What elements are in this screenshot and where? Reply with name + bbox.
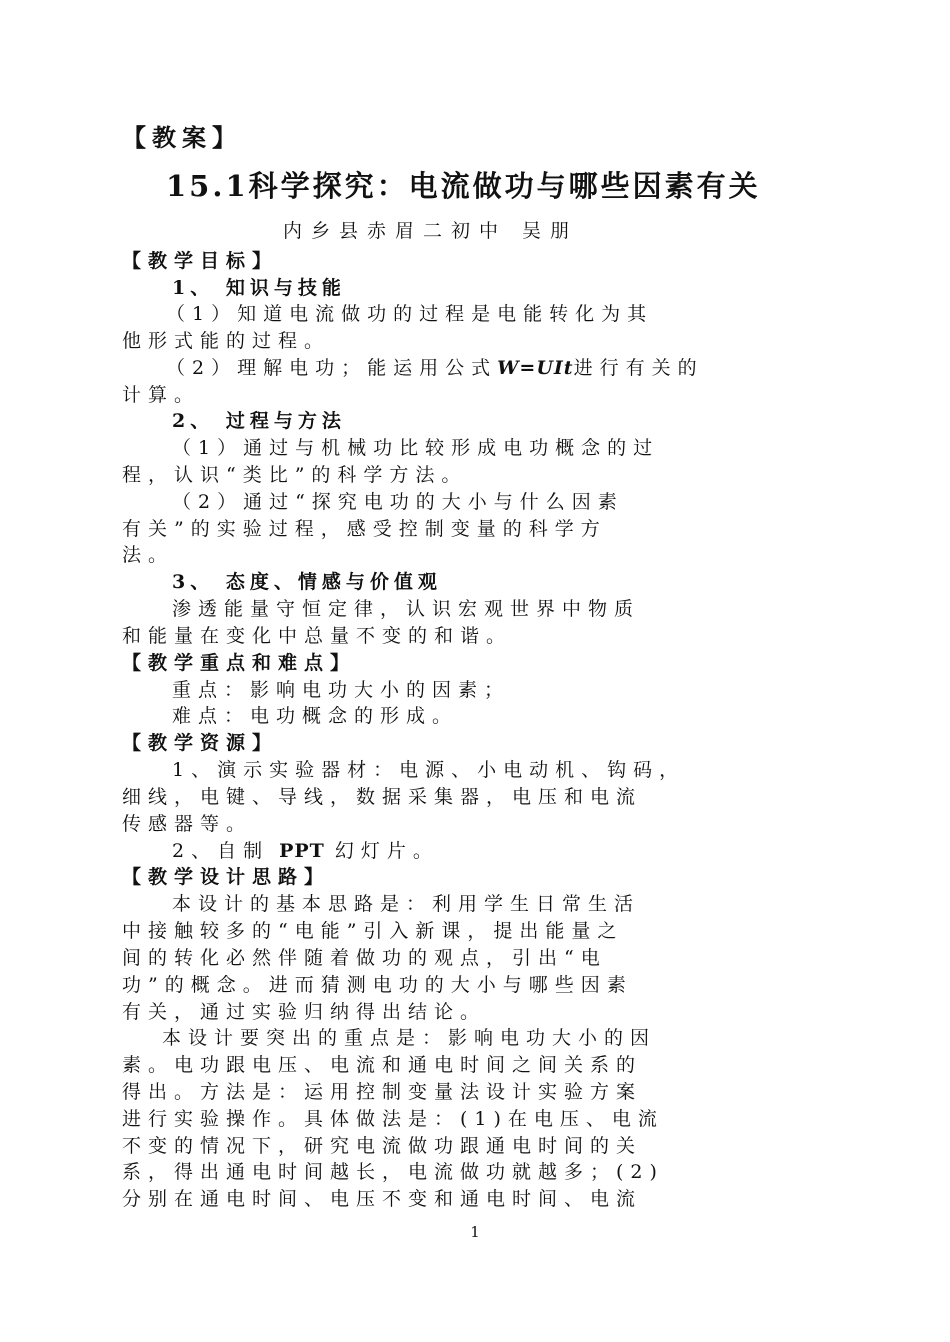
key-point: 重点：影响电功大小的因素； xyxy=(172,679,511,701)
formula: W=UIt xyxy=(497,357,574,379)
design-p2-line2: 素。电功跟电压、电流和通电时间之间关系的 xyxy=(122,1054,643,1076)
design-p1-line3: 间的转化必然伴随着做功的观点，引出“电 xyxy=(122,947,607,969)
res2-pre: 2、自制 xyxy=(172,840,270,862)
goal1-heading: 1、 知识与技能 xyxy=(172,277,346,299)
goal2-item1-line1: （1）通过与机械功比较形成电功概念的过 xyxy=(172,437,660,459)
design-heading: 【教学设计思路】 xyxy=(122,866,331,888)
goal1-item2-pre: （2）理解电功；能运用公式 xyxy=(166,357,498,379)
design-p1-line4: 功”的概念。进而猜测电功的大小与哪些因素 xyxy=(122,974,633,996)
goal3-heading: 3、 态度、情感与价值观 xyxy=(172,571,442,593)
res2-post: 幻灯片。 xyxy=(334,840,439,862)
difficult-point: 难点：电功概念的形成。 xyxy=(172,705,459,727)
goal2-item2-line3: 法。 xyxy=(122,544,175,566)
goal1-item2-post: 进行有关的 xyxy=(573,357,704,379)
goals-heading: 【教学目标】 xyxy=(122,250,279,272)
res2-line xyxy=(172,838,439,864)
document-label: 【教案】 xyxy=(122,123,242,152)
goal2-item2-line1: （2）通过“探究电功的大小与什么因素 xyxy=(172,491,624,513)
key-heading: 【教学重点和难点】 xyxy=(122,652,357,674)
design-p2-line3: 得出。方法是：运用控制变量法设计实验方案 xyxy=(122,1081,643,1103)
design-p2-line7: 分别在通电时间、电压不变和通电时间、电流 xyxy=(122,1188,643,1210)
res1-line1: 1、演示实验器材：电源、小电动机、钩码， xyxy=(172,759,686,781)
resources-heading: 【教学资源】 xyxy=(122,732,279,754)
author-line: 内乡县赤眉二初中 吴朋 xyxy=(283,220,579,242)
design-p1-line2: 中接触较多的“电能”引入新课，提出能量之 xyxy=(122,920,624,942)
goal1-item1-line2: 他形式能的过程。 xyxy=(122,330,331,352)
design-p2-line4: 进行实验操作。具体做法是：(1)在电压、电流 xyxy=(122,1108,664,1130)
ppt-label: PPT xyxy=(279,840,325,862)
design-p2-line1: 本设计要突出的重点是：影响电功大小的因 xyxy=(162,1027,657,1049)
design-p2-line5: 不变的情况下，研究电流做功跟通电时间的关 xyxy=(122,1135,643,1157)
goal1-item2-line1 xyxy=(166,355,704,381)
goal2-item2-line2: 有关”的实验过程，感受控制变量的科学方 xyxy=(122,518,607,540)
goal2-heading: 2、 过程与方法 xyxy=(172,410,346,432)
goal3-line2: 和能量在变化中总量不变的和谐。 xyxy=(122,625,513,647)
design-p1-line5: 有关，通过实验归纳得出结论。 xyxy=(122,1001,487,1023)
document-title: 15.1科学探究：电流做功与哪些因素有关 xyxy=(166,169,761,203)
design-p1-line1: 本设计的基本思路是：利用学生日常生活 xyxy=(172,893,641,915)
design-p2-line6: 系，得出通电时间越长，电流做功就越多；(2) xyxy=(122,1161,664,1183)
res1-line2: 细线，电键、导线，数据采集器，电压和电流 xyxy=(122,786,643,808)
goal1-item1-line1: （1）知道电流做功的过程是电能转化为其 xyxy=(166,303,654,325)
goal3-line1: 渗透能量守恒定律，认识宏观世界中物质 xyxy=(172,598,641,620)
goal1-item2-line2: 计算。 xyxy=(122,384,201,406)
res1-line3: 传感器等。 xyxy=(122,813,253,835)
page-number: 1 xyxy=(470,1223,480,1241)
goal2-item1-line2: 程，认识“类比”的科学方法。 xyxy=(122,464,468,486)
